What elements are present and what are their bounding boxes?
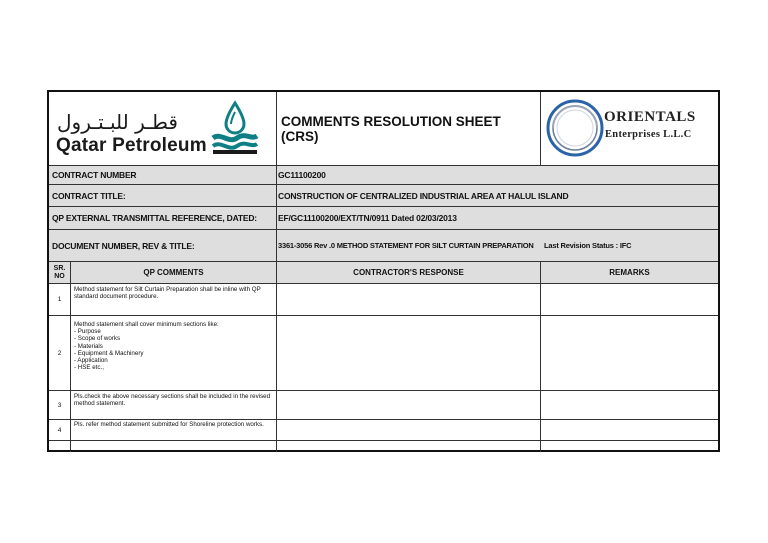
comment-line: Method statement shall cover minimum sections like: xyxy=(74,321,219,328)
row-number: 3 xyxy=(49,391,71,419)
orientals-name: ORIENTALS xyxy=(604,109,696,125)
contract-number-value: GC11100200 xyxy=(278,170,326,180)
qp-comment: Pls. refer method statement submitted for Shoreline protection works. xyxy=(71,420,277,440)
comment-line: - Equipment & Machinery xyxy=(74,349,144,357)
comment-line: - HSE etc., xyxy=(74,364,104,372)
col-sr-no: SR. NO xyxy=(49,262,71,283)
qp-logo-arabic: قطـر للبـتـرول xyxy=(57,110,178,134)
orientals-logo xyxy=(541,92,718,165)
contractor-response-cell[interactable] xyxy=(277,391,541,419)
orientals-subtitle: Enterprises L.L.C xyxy=(605,129,692,140)
contract-title-row xyxy=(49,185,718,207)
comment-line: - Materials xyxy=(74,342,103,350)
orientals-globe-icon xyxy=(545,98,605,158)
remarks-cell[interactable] xyxy=(541,441,718,452)
qp-comment xyxy=(71,316,277,390)
remarks-cell[interactable] xyxy=(541,391,718,419)
comment-line: - Application xyxy=(74,357,108,365)
col-remarks: REMARKS xyxy=(609,268,650,277)
row-number xyxy=(49,441,71,452)
qp-comment: Method statement for Silt Curtain Preparation shall be inline with QP standard document procedure. xyxy=(71,284,277,315)
transmittal-row xyxy=(49,207,718,230)
table-row xyxy=(49,441,718,452)
sheet-title: COMMENTS RESOLUTION SHEET (CRS) xyxy=(277,92,541,165)
remarks-cell[interactable] xyxy=(541,420,718,440)
comment-line: - Scope of works xyxy=(74,335,121,343)
table-row xyxy=(49,284,718,316)
qp-comment xyxy=(71,441,277,452)
row-number: 1 xyxy=(49,284,71,315)
contract-number-label: CONTRACT NUMBER xyxy=(49,166,277,184)
contract-number-row xyxy=(49,166,718,185)
qp-comment: Pls.check the above necessary sections shall be included in the revised method statement. xyxy=(71,391,277,419)
table-header xyxy=(49,262,718,284)
qp-emblem-icon xyxy=(209,100,261,156)
remarks-cell[interactable] xyxy=(541,316,718,390)
crs-sheet xyxy=(47,90,720,452)
document-row xyxy=(49,230,718,262)
document-label: DOCUMENT NUMBER, REV & TITLE: xyxy=(49,230,277,261)
contract-title-value: CONSTRUCTION OF CENTRALIZED INDUSTRIAL AREA AT HALUL ISLAND xyxy=(278,190,569,201)
document-value: 3361-3056 Rev .0 METHOD STATEMENT FOR SILT CURTAIN PREPARATION xyxy=(278,241,534,250)
comment-line: - Purpose xyxy=(74,328,101,336)
qp-logo xyxy=(49,92,277,165)
contractor-response-cell[interactable] xyxy=(277,284,541,315)
table-row xyxy=(49,316,718,391)
row-number: 2 xyxy=(49,316,71,390)
contract-title-label: CONTRACT TITLE: xyxy=(49,185,277,206)
col-qp-comments: QP COMMENTS xyxy=(71,262,277,283)
col-contractor-response: CONTRACTOR'S RESPONSE xyxy=(277,262,541,283)
revision-status: Last Revision Status : IFC xyxy=(544,241,632,250)
contractor-response-cell[interactable] xyxy=(277,316,541,390)
qp-logo-english: Qatar Petroleum xyxy=(56,135,207,156)
table-row xyxy=(49,391,718,420)
title-band xyxy=(49,92,718,166)
transmittal-value: EF/GC11100200/EXT/TN/0911 Dated 02/03/2013 xyxy=(278,213,457,223)
transmittal-label: QP EXTERNAL TRANSMITTAL REFERENCE, DATED: xyxy=(49,207,277,229)
remarks-cell[interactable] xyxy=(541,284,718,315)
contractor-response-cell[interactable] xyxy=(277,420,541,440)
contractor-response-cell[interactable] xyxy=(277,441,541,452)
row-number: 4 xyxy=(49,420,71,440)
table-row xyxy=(49,420,718,441)
